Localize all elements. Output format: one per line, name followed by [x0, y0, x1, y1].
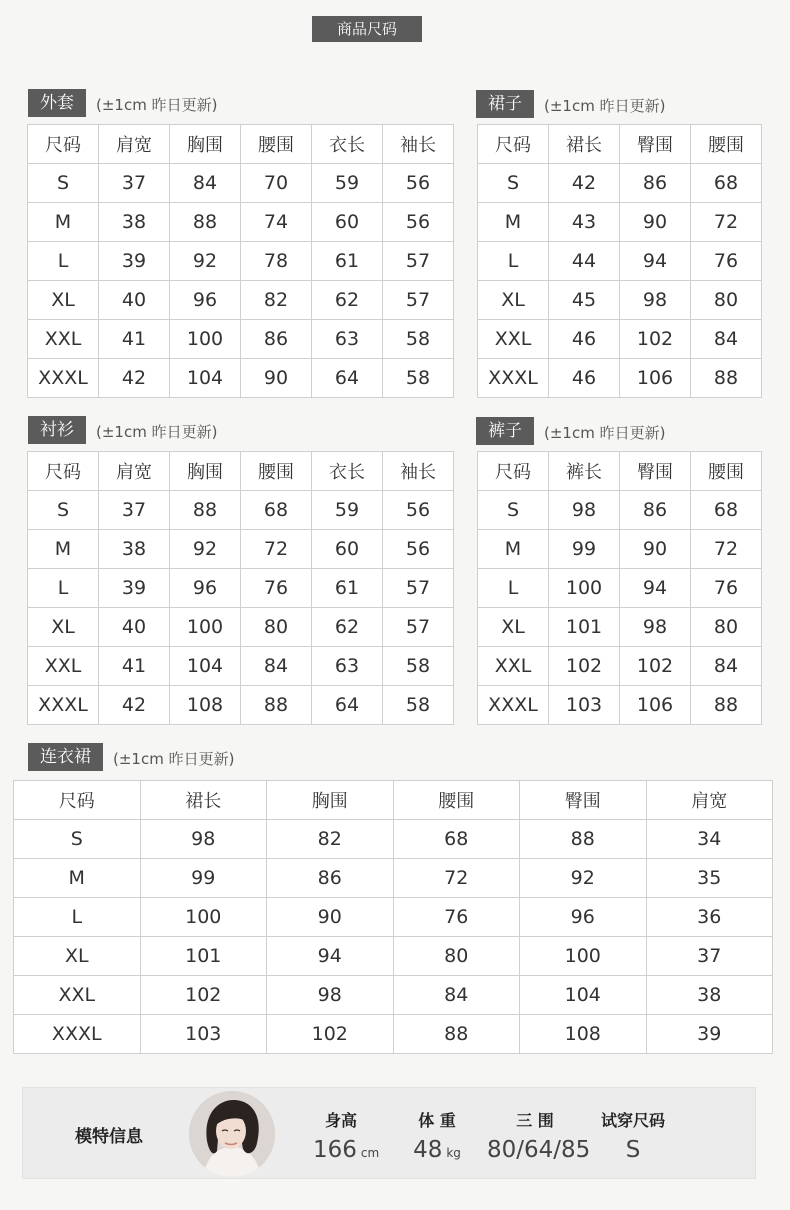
column-header: 腰围	[691, 125, 762, 164]
measurement-cell: 46	[549, 359, 620, 398]
model-portrait-image	[189, 1091, 275, 1177]
measurement-cell: 62	[312, 608, 383, 647]
table-row	[28, 530, 454, 569]
measurement-cell: 100	[170, 608, 241, 647]
table-header-row	[478, 125, 762, 164]
table-row	[478, 320, 762, 359]
column-header: 袖长	[383, 125, 454, 164]
jacket-note: (±1cm 昨日更新)	[96, 96, 218, 114]
table-row	[14, 976, 773, 1015]
size-cell: XL	[14, 937, 141, 976]
measurement-cell: 40	[99, 608, 170, 647]
measurement-cell: 74	[241, 203, 312, 242]
measurement-cell: 76	[393, 898, 520, 937]
table-row	[28, 686, 454, 725]
column-header: 肩宽	[646, 781, 773, 820]
measurement-cell: 78	[241, 242, 312, 281]
size-cell: XXXL	[478, 359, 549, 398]
column-header: 臀围	[520, 781, 647, 820]
column-header: 腰围	[241, 452, 312, 491]
weight-stat	[409, 1108, 465, 1163]
column-header: 腰围	[393, 781, 520, 820]
table-row	[14, 898, 773, 937]
measurement-cell: 106	[620, 359, 691, 398]
table-row	[478, 242, 762, 281]
measurement-cell: 38	[99, 530, 170, 569]
column-header: 腰围	[241, 125, 312, 164]
table-row	[28, 281, 454, 320]
measurement-cell: 39	[99, 569, 170, 608]
dress-tag: 连衣裙	[28, 743, 103, 771]
measurement-cell: 101	[140, 937, 267, 976]
measurement-cell: 37	[99, 164, 170, 203]
column-header: 裙长	[549, 125, 620, 164]
pants-section-header	[476, 417, 665, 445]
measurement-cell: 68	[393, 820, 520, 859]
table-row	[28, 569, 454, 608]
measurement-cell: 98	[620, 608, 691, 647]
measurement-cell: 92	[520, 859, 647, 898]
table-row	[478, 164, 762, 203]
size-cell: XXL	[28, 647, 99, 686]
size-cell: XXL	[478, 320, 549, 359]
measurement-cell: 88	[691, 686, 762, 725]
measurement-cell: 56	[383, 491, 454, 530]
jacket-section-header	[28, 89, 217, 117]
measurement-cell: 61	[312, 569, 383, 608]
measurement-cell: 64	[312, 359, 383, 398]
size-cell: S	[28, 491, 99, 530]
measurement-cell: 58	[383, 320, 454, 359]
measurement-cell: 102	[549, 647, 620, 686]
measurement-cell: 45	[549, 281, 620, 320]
measurement-cell: 101	[549, 608, 620, 647]
measurement-cell: 56	[383, 164, 454, 203]
measurement-cell: 90	[267, 898, 394, 937]
pants-tag: 裤子	[476, 417, 534, 445]
dress-section-header	[28, 743, 234, 771]
measurement-cell: 94	[620, 242, 691, 281]
measurement-cell: 90	[620, 530, 691, 569]
table-row	[28, 359, 454, 398]
measurement-cell: 68	[691, 164, 762, 203]
measurement-cell: 42	[99, 686, 170, 725]
measurement-cell: 88	[170, 491, 241, 530]
size-cell: L	[478, 569, 549, 608]
measurement-cell: 84	[170, 164, 241, 203]
table-header-row	[14, 781, 773, 820]
measurement-cell: 41	[99, 320, 170, 359]
table-row	[28, 647, 454, 686]
table-row	[14, 1015, 773, 1054]
column-header: 尺码	[14, 781, 141, 820]
measurement-cell: 92	[170, 530, 241, 569]
table-row	[478, 686, 762, 725]
measurement-cell: 90	[241, 359, 312, 398]
weight-label: 体 重	[418, 1111, 456, 1130]
measurement-cell: 37	[99, 491, 170, 530]
table-row	[478, 359, 762, 398]
measurement-cell: 57	[383, 242, 454, 281]
shirt-tag: 衬衫	[28, 416, 86, 444]
shirt-section-header	[28, 416, 217, 444]
measurements-value: 80/64/85	[487, 1137, 591, 1163]
table-row	[478, 281, 762, 320]
pants-size-table	[477, 451, 762, 725]
measurement-cell: 88	[393, 1015, 520, 1054]
table-row	[478, 608, 762, 647]
measurement-cell: 82	[241, 281, 312, 320]
measurement-cell: 56	[383, 530, 454, 569]
weight-unit: kg	[446, 1146, 461, 1160]
column-header: 尺码	[28, 452, 99, 491]
measurement-cell: 64	[312, 686, 383, 725]
size-cell: M	[28, 530, 99, 569]
size-cell: XXXL	[28, 686, 99, 725]
measurement-cell: 58	[383, 359, 454, 398]
measurement-cell: 92	[170, 242, 241, 281]
size-cell: M	[478, 203, 549, 242]
measurement-cell: 34	[646, 820, 773, 859]
measurement-cell: 72	[691, 530, 762, 569]
size-cell: XXXL	[14, 1015, 141, 1054]
measurement-cell: 84	[691, 320, 762, 359]
size-cell: XXXL	[28, 359, 99, 398]
model-avatar	[189, 1091, 275, 1177]
table-row	[478, 569, 762, 608]
measurement-cell: 57	[383, 281, 454, 320]
height-label: 身高	[324, 1111, 357, 1130]
table-row	[14, 820, 773, 859]
measurement-cell: 39	[646, 1015, 773, 1054]
column-header: 尺码	[478, 452, 549, 491]
measurement-cell: 100	[140, 898, 267, 937]
measurement-cell: 60	[312, 203, 383, 242]
column-header: 肩宽	[99, 125, 170, 164]
measurement-cell: 86	[267, 859, 394, 898]
size-cell: L	[28, 569, 99, 608]
measurement-cell: 86	[241, 320, 312, 359]
measurement-cell: 70	[241, 164, 312, 203]
measurement-cell: 103	[140, 1015, 267, 1054]
measurement-cell: 98	[140, 820, 267, 859]
size-cell: S	[478, 491, 549, 530]
size-cell: L	[478, 242, 549, 281]
jacket-size-table	[27, 124, 454, 398]
measurement-cell: 86	[620, 164, 691, 203]
column-header: 胸围	[267, 781, 394, 820]
measurement-cell: 39	[99, 242, 170, 281]
size-cell: M	[14, 859, 141, 898]
table-header-row	[478, 452, 762, 491]
table-row	[478, 203, 762, 242]
measurement-cell: 46	[549, 320, 620, 359]
height-unit: cm	[360, 1146, 380, 1160]
table-header-row	[28, 452, 454, 491]
measurement-cell: 94	[267, 937, 394, 976]
table-row	[28, 242, 454, 281]
measurement-cell: 58	[383, 686, 454, 725]
measurement-cell: 61	[312, 242, 383, 281]
height-stat	[313, 1108, 380, 1163]
measurement-cell: 94	[620, 569, 691, 608]
measurement-cell: 98	[620, 281, 691, 320]
table-row	[14, 859, 773, 898]
model-info-panel	[22, 1087, 756, 1179]
table-row	[28, 320, 454, 359]
measurement-cell: 102	[267, 1015, 394, 1054]
measurement-cell: 41	[99, 647, 170, 686]
size-cell: M	[478, 530, 549, 569]
measurement-cell: 68	[691, 491, 762, 530]
column-header: 臀围	[620, 125, 691, 164]
measurement-cell: 99	[140, 859, 267, 898]
measurement-cell: 76	[691, 242, 762, 281]
column-header: 裤长	[549, 452, 620, 491]
column-header: 胸围	[170, 125, 241, 164]
size-cell: XL	[28, 281, 99, 320]
model-info-label: 模特信息	[75, 1127, 143, 1147]
measurement-cell: 100	[520, 937, 647, 976]
measurement-cell: 99	[549, 530, 620, 569]
size-cell: XXL	[14, 976, 141, 1015]
measurement-cell: 42	[99, 359, 170, 398]
measurement-cell: 103	[549, 686, 620, 725]
table-row	[28, 491, 454, 530]
table-row	[14, 937, 773, 976]
size-cell: XXL	[478, 647, 549, 686]
table-row	[28, 203, 454, 242]
measurement-cell: 35	[646, 859, 773, 898]
size-cell: XL	[28, 608, 99, 647]
try-on-size-label: 试穿尺码	[600, 1111, 665, 1130]
measurement-cell: 96	[170, 569, 241, 608]
measurement-cell: 88	[241, 686, 312, 725]
measurement-cell: 84	[691, 647, 762, 686]
weight-value: 48	[413, 1137, 443, 1163]
size-cell: XXXL	[478, 686, 549, 725]
measurement-cell: 56	[383, 203, 454, 242]
measurement-cell: 76	[691, 569, 762, 608]
measurement-cell: 90	[620, 203, 691, 242]
measurement-cell: 88	[170, 203, 241, 242]
measurement-cell: 96	[170, 281, 241, 320]
measurement-cell: 106	[620, 686, 691, 725]
measurement-cell: 59	[312, 491, 383, 530]
measurements-stat	[487, 1108, 591, 1163]
table-row	[28, 608, 454, 647]
skirt-size-table	[477, 124, 762, 398]
size-cell: S	[478, 164, 549, 203]
measurement-cell: 102	[620, 647, 691, 686]
measurement-cell: 44	[549, 242, 620, 281]
measurement-cell: 84	[393, 976, 520, 1015]
measurement-cell: 72	[691, 203, 762, 242]
measurement-cell: 68	[241, 491, 312, 530]
size-cell: L	[14, 898, 141, 937]
size-cell: M	[28, 203, 99, 242]
measurement-cell: 58	[383, 647, 454, 686]
measurement-cell: 62	[312, 281, 383, 320]
measurement-cell: 76	[241, 569, 312, 608]
measurement-cell: 86	[620, 491, 691, 530]
skirt-note: (±1cm 昨日更新)	[544, 97, 666, 115]
table-row	[28, 164, 454, 203]
pants-note: (±1cm 昨日更新)	[544, 424, 666, 442]
measurement-cell: 108	[170, 686, 241, 725]
skirt-tag: 裙子	[476, 90, 534, 118]
column-header: 胸围	[170, 452, 241, 491]
try-on-size-stat	[595, 1108, 671, 1163]
size-cell: S	[28, 164, 99, 203]
table-row	[478, 491, 762, 530]
column-header: 尺码	[478, 125, 549, 164]
measurement-cell: 63	[312, 647, 383, 686]
measurement-cell: 59	[312, 164, 383, 203]
table-row	[478, 647, 762, 686]
measurement-cell: 40	[99, 281, 170, 320]
measurement-cell: 104	[170, 647, 241, 686]
measurement-cell: 72	[241, 530, 312, 569]
measurement-cell: 98	[267, 976, 394, 1015]
column-header: 肩宽	[99, 452, 170, 491]
measurement-cell: 36	[646, 898, 773, 937]
measurement-cell: 80	[393, 937, 520, 976]
column-header: 衣长	[312, 125, 383, 164]
measurement-cell: 102	[140, 976, 267, 1015]
measurement-cell: 72	[393, 859, 520, 898]
measurement-cell: 63	[312, 320, 383, 359]
dress-note: (±1cm 昨日更新)	[113, 750, 235, 768]
measurement-cell: 104	[520, 976, 647, 1015]
measurement-cell: 100	[549, 569, 620, 608]
measurements-label: 三 围	[516, 1111, 554, 1130]
table-header-row	[28, 125, 454, 164]
measurement-cell: 60	[312, 530, 383, 569]
measurement-cell: 82	[267, 820, 394, 859]
measurement-cell: 80	[691, 281, 762, 320]
measurement-cell: 37	[646, 937, 773, 976]
measurement-cell: 57	[383, 608, 454, 647]
jacket-tag: 外套	[28, 89, 86, 117]
measurement-cell: 88	[691, 359, 762, 398]
measurement-cell: 104	[170, 359, 241, 398]
column-header: 衣长	[312, 452, 383, 491]
measurement-cell: 100	[170, 320, 241, 359]
shirt-size-table	[27, 451, 454, 725]
column-header: 袖长	[383, 452, 454, 491]
measurement-cell: 84	[241, 647, 312, 686]
dress-size-table	[13, 780, 773, 1054]
shirt-note: (±1cm 昨日更新)	[96, 423, 218, 441]
size-cell: S	[14, 820, 141, 859]
size-cell: XL	[478, 608, 549, 647]
measurement-cell: 102	[620, 320, 691, 359]
size-cell: XXL	[28, 320, 99, 359]
measurement-cell: 38	[646, 976, 773, 1015]
column-header: 裙长	[140, 781, 267, 820]
measurement-cell: 80	[241, 608, 312, 647]
table-row	[478, 530, 762, 569]
size-cell: XL	[478, 281, 549, 320]
measurement-cell: 43	[549, 203, 620, 242]
measurement-cell: 80	[691, 608, 762, 647]
size-cell: L	[28, 242, 99, 281]
measurement-cell: 57	[383, 569, 454, 608]
measurement-cell: 98	[549, 491, 620, 530]
height-value: 166	[313, 1137, 357, 1163]
measurement-cell: 38	[99, 203, 170, 242]
column-header: 臀围	[620, 452, 691, 491]
measurement-cell: 88	[520, 820, 647, 859]
column-header: 尺码	[28, 125, 99, 164]
skirt-section-header	[476, 90, 665, 118]
try-on-size-value: S	[625, 1137, 641, 1163]
column-header: 腰围	[691, 452, 762, 491]
measurement-cell: 96	[520, 898, 647, 937]
page-title: 商品尺码	[312, 16, 422, 42]
measurement-cell: 42	[549, 164, 620, 203]
measurement-cell: 108	[520, 1015, 647, 1054]
